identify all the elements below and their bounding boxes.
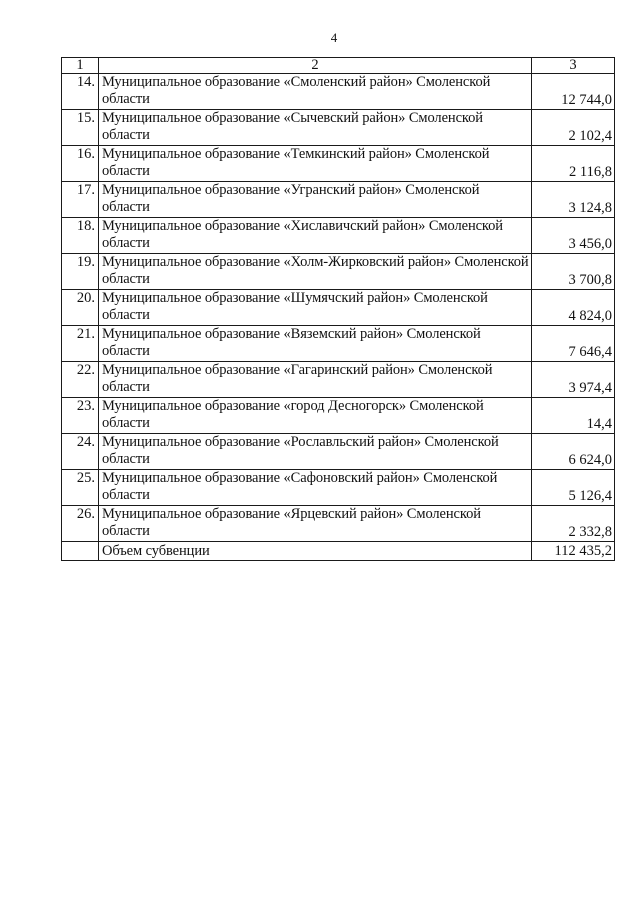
- header-cell-1: 1: [62, 58, 99, 74]
- row-number: 26.: [62, 506, 99, 542]
- row-number: 16.: [62, 146, 99, 182]
- municipality-name: Муниципальное образование «Сафоновский район» Смоленской области: [99, 470, 532, 506]
- municipality-name: Муниципальное образование «Рославльский район» Смоленской области: [99, 434, 532, 470]
- table-row: [62, 362, 615, 398]
- table-row: [62, 506, 615, 542]
- municipality-name: Муниципальное образование «Темкинский район» Смоленской области: [99, 146, 532, 182]
- row-number: 20.: [62, 290, 99, 326]
- row-number: 25.: [62, 470, 99, 506]
- subvention-amount: 2 332,8: [532, 506, 615, 542]
- municipality-name: Муниципальное образование «город Десногорск» Смоленской области: [99, 398, 532, 434]
- total-label: Объем субвенции: [99, 542, 532, 561]
- row-number: 18.: [62, 218, 99, 254]
- table-row: [62, 146, 615, 182]
- table-row: [62, 110, 615, 146]
- municipality-name: Муниципальное образование «Вяземский район» Смоленской области: [99, 326, 532, 362]
- table-row: [62, 74, 615, 110]
- row-number: 23.: [62, 398, 99, 434]
- row-number: 24.: [62, 434, 99, 470]
- subvention-amount: 5 126,4: [532, 470, 615, 506]
- row-number: 14.: [62, 74, 99, 110]
- subvention-amount: 7 646,4: [532, 326, 615, 362]
- total-row: [62, 542, 615, 561]
- municipality-name: Муниципальное образование «Холм-Жирковский район» Смоленской области: [99, 254, 532, 290]
- subvention-amount: 14,4: [532, 398, 615, 434]
- subvention-amount: 2 102,4: [532, 110, 615, 146]
- table-row: [62, 470, 615, 506]
- subvention-amount: 2 116,8: [532, 146, 615, 182]
- subvention-amount: 4 824,0: [532, 290, 615, 326]
- municipality-name: Муниципальное образование «Хиславичский район» Смоленской области: [99, 218, 532, 254]
- subvention-table: [61, 57, 615, 561]
- header-cell-3: 3: [532, 58, 615, 74]
- subvention-amount: 12 744,0: [532, 74, 615, 110]
- total-number-cell: [62, 542, 99, 561]
- municipality-name: Муниципальное образование «Угранский район» Смоленской области: [99, 182, 532, 218]
- subvention-amount: 3 700,8: [532, 254, 615, 290]
- table-row: [62, 434, 615, 470]
- row-number: 21.: [62, 326, 99, 362]
- row-number: 15.: [62, 110, 99, 146]
- header-cell-2: 2: [99, 58, 532, 74]
- subvention-amount: 3 456,0: [532, 218, 615, 254]
- table-header-row: [62, 58, 615, 74]
- row-number: 17.: [62, 182, 99, 218]
- table-row: [62, 254, 615, 290]
- page-number: 4: [330, 30, 338, 45]
- subvention-amount: 3 124,8: [532, 182, 615, 218]
- subvention-amount: 6 624,0: [532, 434, 615, 470]
- table-row: [62, 290, 615, 326]
- municipality-name: Муниципальное образование «Шумячский район» Смоленской области: [99, 290, 532, 326]
- municipality-name: Муниципальное образование «Смоленский район» Смоленской области: [99, 74, 532, 110]
- municipality-name: Муниципальное образование «Сычевский район» Смоленской области: [99, 110, 532, 146]
- table-row: [62, 326, 615, 362]
- municipality-name: Муниципальное образование «Ярцевский район» Смоленской области: [99, 506, 532, 542]
- table-row: [62, 182, 615, 218]
- row-number: 19.: [62, 254, 99, 290]
- municipality-name: Муниципальное образование «Гагаринский район» Смоленской области: [99, 362, 532, 398]
- subvention-amount: 3 974,4: [532, 362, 615, 398]
- row-number: 22.: [62, 362, 99, 398]
- total-value: 112 435,2: [532, 542, 615, 561]
- table-row: [62, 398, 615, 434]
- table-row: [62, 218, 615, 254]
